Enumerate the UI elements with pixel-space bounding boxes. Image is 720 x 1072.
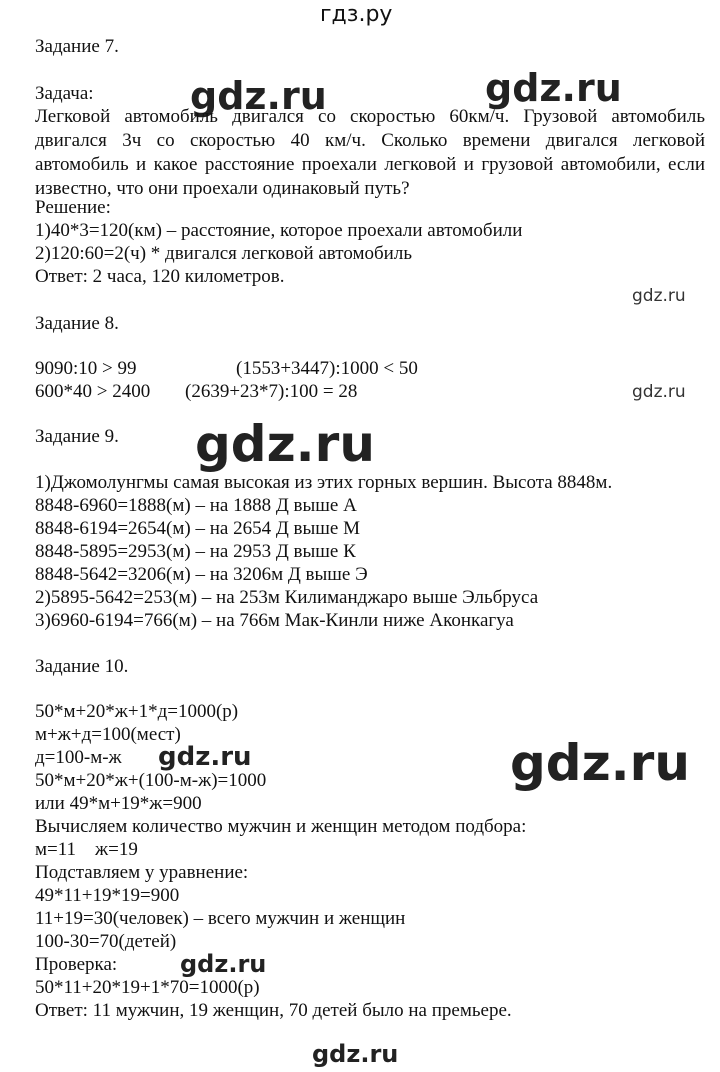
- task9-line: 8848-6960=1888(м) – на 1888 Д выше А: [35, 495, 357, 516]
- task7-answer: Ответ: 2 часа, 120 километров.: [35, 266, 285, 287]
- task8-expr: 9090:10 > 99: [35, 358, 137, 379]
- task9-title: Задание 9.: [35, 426, 119, 447]
- task8-expr: 600*40 > 2400: [35, 381, 151, 402]
- task9-line: 8848-6194=2654(м) – на 2654 Д выше М: [35, 518, 360, 539]
- watermark: gdz.ru: [632, 286, 686, 306]
- task10-line: Подставляем у уравнение:: [35, 862, 249, 883]
- task10-line: 100-30=70(детей): [35, 931, 177, 952]
- task10-line: 50*11+20*19+1*70=1000(р): [35, 977, 260, 998]
- task8-expr: (2639+23*7):100 = 28: [185, 381, 358, 402]
- watermark: gdz.ru: [195, 415, 375, 473]
- watermark: gdz.ru: [158, 742, 252, 772]
- task9-line: 3)6960-6194=766(м) – на 766м Мак-Кинли ниже Аконкагуа: [35, 610, 514, 631]
- task10-line: Вычисляем количество мужчин и женщин методом подбора:: [35, 816, 527, 837]
- task7-title: Задание 7.: [35, 36, 119, 57]
- watermark: gdz.ru: [485, 66, 622, 110]
- watermark: gdz.ru: [180, 950, 267, 978]
- task10-line: м+ж+д=100(мест): [35, 724, 181, 745]
- site-header: гдз.ру: [320, 2, 393, 27]
- task7-problem-label: Задача:: [35, 83, 94, 104]
- task10-line: Проверка:: [35, 954, 118, 975]
- task10-line: или 49*м+19*ж=900: [35, 793, 202, 814]
- task10-line: м=11 ж=19: [35, 839, 138, 860]
- task10-line: 50*м+20*ж+1*д=1000(р): [35, 701, 239, 722]
- task10-answer: Ответ: 11 мужчин, 19 женщин, 70 детей было на премьере.: [35, 1000, 512, 1021]
- task8-title: Задание 8.: [35, 313, 119, 334]
- watermark: gdz.ru: [632, 382, 686, 402]
- task7-solution-label: Решение:: [35, 197, 111, 218]
- footer-watermark: gdz.ru: [312, 1040, 399, 1068]
- task10-line: 11+19=30(человек) – всего мужчин и женщин: [35, 908, 406, 929]
- task7-step: 1)40*3=120(км) – расстояние, которое проехали автомобили: [35, 220, 523, 241]
- task10-line: д=100-м-ж: [35, 747, 122, 768]
- task7-problem-text: Легковой автомобиль двигался со скоростью 60км/ч. Грузовой автомобиль двигался 3ч со скоростью 40 км/ч. Сколько времени двигался легковой автомобиль и какое расстояние проехали легковой и грузовой автомобили, если известно, что они проехали одинаковый путь?: [35, 106, 705, 199]
- watermark: gdz.ru: [190, 74, 327, 118]
- task10-line: 49*11+19*19=900: [35, 885, 180, 906]
- task9-line: 2)5895-5642=253(м) – на 253м Килиманджаро выше Эльбруса: [35, 587, 539, 608]
- task9-line: 8848-5895=2953(м) – на 2953 Д выше К: [35, 541, 356, 562]
- task9-line: 1)Джомолунгмы самая высокая из этих горных вершин. Высота 8848м.: [35, 472, 613, 493]
- task9-line: 8848-5642=3206(м) – на 3206м Д выше Э: [35, 564, 368, 585]
- watermark: gdz.ru: [510, 734, 690, 792]
- task8-expr: (1553+3447):1000 < 50: [236, 358, 418, 379]
- task7-step: 2)120:60=2(ч) * двигался легковой автомобиль: [35, 243, 412, 264]
- task10-line: 50*м+20*ж+(100-м-ж)=1000: [35, 770, 267, 791]
- task10-title: Задание 10.: [35, 656, 129, 677]
